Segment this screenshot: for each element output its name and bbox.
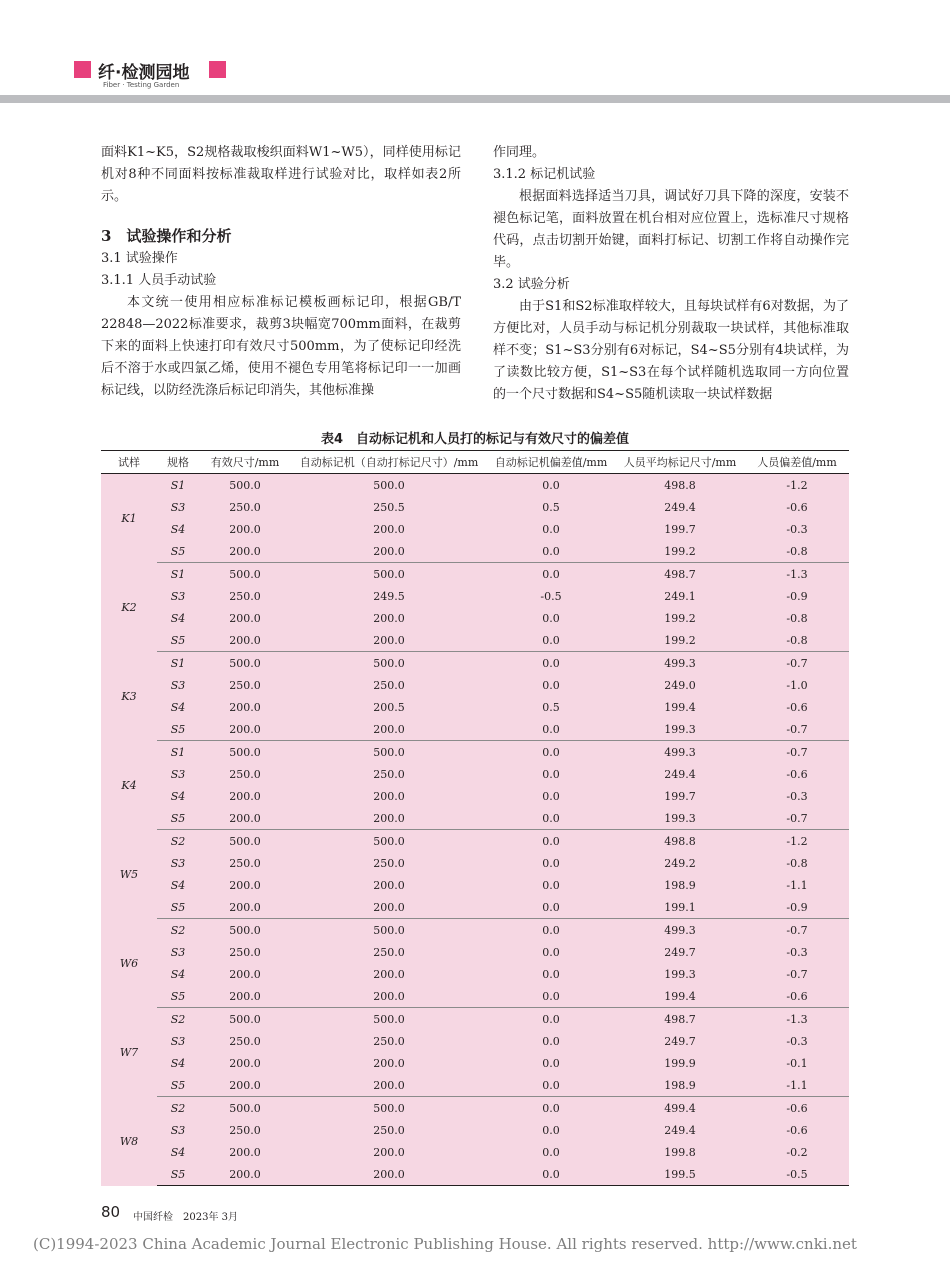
table-row xyxy=(101,941,849,963)
spec-cell: S4 xyxy=(170,522,186,536)
sample-cell: K1 xyxy=(121,511,137,525)
manual-size-cell: 199.2 xyxy=(615,629,745,652)
effective-size-cell: 200.0 xyxy=(199,629,291,652)
machine-deviation-cell: 0.0 xyxy=(487,985,615,1008)
spec-cell: S3 xyxy=(170,945,186,959)
machine-deviation-cell: 0.0 xyxy=(542,767,560,781)
table-title: 表4 自动标记机和人员打的标记与有效尺寸的偏差值 xyxy=(320,432,630,447)
machine-deviation-cell: 0.0 xyxy=(542,611,560,625)
machine-deviation-cell: 0.5 xyxy=(542,500,560,514)
table-row xyxy=(101,830,849,853)
machine-deviation-cell: 0.0 xyxy=(542,1012,560,1026)
manual-deviation-cell: -0.6 xyxy=(786,700,808,714)
manual-size-cell: 249.0 xyxy=(664,678,696,692)
machine-deviation-cell: 0.0 xyxy=(542,656,560,670)
table-row xyxy=(101,696,849,718)
header-title: 纤·检测园地 xyxy=(98,63,190,83)
col-header-manual-deviation: 人员偏差值/mm xyxy=(745,451,849,474)
effective-size-cell: 250.0 xyxy=(229,767,261,781)
effective-size-cell: 200.0 xyxy=(199,985,291,1008)
manual-size-cell: 199.5 xyxy=(615,1163,745,1186)
manual-deviation-cell: -1.2 xyxy=(786,478,808,492)
machine-size-cell: 200.0 xyxy=(291,1074,487,1097)
continued-paragraph: 作同理。 xyxy=(493,145,546,160)
manual-size-cell: 199.3 xyxy=(615,807,745,830)
manual-size-cell: 498.8 xyxy=(664,834,696,848)
left-column xyxy=(101,142,461,402)
machine-size-cell: 500.0 xyxy=(373,1101,405,1115)
machine-size-cell: 249.5 xyxy=(373,589,405,603)
effective-size-cell: 500.0 xyxy=(229,1012,261,1026)
table-row xyxy=(101,1163,849,1186)
manual-size-cell: 498.8 xyxy=(664,478,696,492)
manual-deviation-cell: -0.6 xyxy=(745,985,849,1008)
effective-size-cell: 500.0 xyxy=(229,567,261,581)
manual-deviation-cell: -1.1 xyxy=(745,1074,849,1097)
table-row xyxy=(101,741,849,764)
machine-size-cell: 200.0 xyxy=(373,1056,405,1070)
machine-size-cell: 200.0 xyxy=(291,807,487,830)
machine-deviation-cell: 0.0 xyxy=(542,856,560,870)
machine-deviation-cell: 0.0 xyxy=(487,718,615,741)
spec-cell: S3 xyxy=(170,767,186,781)
spec-cell: S4 xyxy=(170,789,186,803)
machine-size-cell: 250.0 xyxy=(373,856,405,870)
spec-cell: S3 xyxy=(170,1123,186,1137)
machine-deviation-cell: 0.0 xyxy=(487,540,615,563)
manual-deviation-cell: -0.8 xyxy=(786,611,808,625)
manual-size-cell: 498.7 xyxy=(664,567,696,581)
manual-deviation-cell: -0.8 xyxy=(786,856,808,870)
table-row xyxy=(101,763,849,785)
effective-size-cell: 200.0 xyxy=(199,718,291,741)
subsection-heading-3-1-1: 3.1.1 人员手动试验 xyxy=(101,273,217,288)
manual-deviation-cell: -1.3 xyxy=(786,567,808,581)
intro-paragraph: 面料K1~K5，S2规格裁取梭织面料W1~W5），同样使用标记机对8种不同面料按标准裁取样进行试验对比，取样如表2所示。 xyxy=(101,145,461,204)
analysis-paragraph: 由于S1和S2标准取样较大，且每块试样有6对数据，为了方便比对，人员手动与标记机分别裁取一块试样，其他标准取样不变；S1~S3分别有6对标记，S4~S5分别有4块试样，为了读数比较方便，S1~S3在每个试样随机选取同一方向位置的一个尺寸数据和S4~S5随机读取一块试样数据 xyxy=(493,299,849,402)
table-row xyxy=(101,1119,849,1141)
machine-size-cell: 200.0 xyxy=(291,1163,487,1186)
machine-size-cell: 200.0 xyxy=(291,629,487,652)
col-header-machine-size: 自动标记机（自动打标记尺寸）/mm xyxy=(291,451,487,474)
manual-size-cell: 249.4 xyxy=(664,1123,696,1137)
manual-deviation-cell: -1.3 xyxy=(786,1012,808,1026)
manual-deviation-cell: -1.2 xyxy=(786,834,808,848)
effective-size-cell: 200.0 xyxy=(199,1163,291,1186)
col-header-effective-size: 有效尺寸/mm xyxy=(199,451,291,474)
machine-size-cell: 200.0 xyxy=(291,540,487,563)
header-accent-square-left xyxy=(74,61,91,78)
manual-size-cell: 499.3 xyxy=(664,656,696,670)
machine-deviation-cell: 0.0 xyxy=(487,896,615,919)
machine-test-paragraph: 根据面料选择适当刀具，调试好刀具下降的深度，安装不褪色标记笔，面料放置在机台相对应位置上，选标准尺寸规格代码，点击切割开始键，面料打标记、切割工作将自动操作完毕。 xyxy=(493,189,849,270)
deviation-table xyxy=(101,450,849,1186)
spec-cell: S3 xyxy=(170,856,186,870)
effective-size-cell: 250.0 xyxy=(229,500,261,514)
spec-cell: S4 xyxy=(170,878,186,892)
spec-cell: S5 xyxy=(157,896,199,919)
manual-size-cell: 199.4 xyxy=(664,700,696,714)
manual-deviation-cell: -0.1 xyxy=(786,1056,808,1070)
effective-size-cell: 200.0 xyxy=(199,807,291,830)
effective-size-cell: 200.0 xyxy=(229,789,261,803)
spec-cell: S3 xyxy=(170,500,186,514)
manual-size-cell: 199.1 xyxy=(615,896,745,919)
table-row xyxy=(101,1052,849,1074)
spec-cell: S1 xyxy=(170,567,186,581)
manual-deviation-cell: -0.5 xyxy=(745,1163,849,1186)
effective-size-cell: 500.0 xyxy=(229,745,261,759)
machine-size-cell: 200.0 xyxy=(373,878,405,892)
manual-deviation-cell: -0.7 xyxy=(786,967,808,981)
manual-test-paragraph: 本文统一使用相应标准标记模板画标记印，根据GB/T 22848—2022标准要求，裁剪3块幅宽700mm面料，在裁剪下来的面料上快速打印有效尺寸500mm，为了使标记印经洗后不溶于水或四氯乙烯，使用不褪色专用笔将标记印一一加画标记线，以防经洗涤后标记印消失，其他标准操 xyxy=(101,295,461,398)
table-body xyxy=(101,474,849,1186)
machine-size-cell: 200.5 xyxy=(373,700,405,714)
table-row xyxy=(101,607,849,629)
manual-size-cell: 499.3 xyxy=(664,745,696,759)
machine-deviation-cell: 0.0 xyxy=(487,807,615,830)
effective-size-cell: 500.0 xyxy=(229,834,261,848)
manual-deviation-cell: -0.7 xyxy=(745,718,849,741)
spec-cell: S2 xyxy=(170,1101,186,1115)
machine-deviation-cell: 0.5 xyxy=(542,700,560,714)
sample-cell: W7 xyxy=(119,1045,139,1059)
machine-deviation-cell: 0.0 xyxy=(542,478,560,492)
spec-cell: S5 xyxy=(157,1074,199,1097)
manual-size-cell: 498.7 xyxy=(664,1012,696,1026)
manual-deviation-cell: -0.3 xyxy=(786,1034,808,1048)
effective-size-cell: 200.0 xyxy=(199,1074,291,1097)
manual-size-cell: 249.4 xyxy=(664,767,696,781)
table-header-row xyxy=(101,451,849,474)
machine-deviation-cell: 0.0 xyxy=(487,1074,615,1097)
table-row xyxy=(101,1030,849,1052)
spec-cell: S2 xyxy=(170,834,186,848)
machine-deviation-cell: 0.0 xyxy=(542,834,560,848)
effective-size-cell: 200.0 xyxy=(229,522,261,536)
machine-size-cell: 500.0 xyxy=(373,478,405,492)
page-number: 80 xyxy=(101,1203,121,1221)
machine-size-cell: 250.0 xyxy=(373,945,405,959)
manual-size-cell: 199.2 xyxy=(664,611,696,625)
spec-cell: S4 xyxy=(170,1145,186,1159)
manual-deviation-cell: -1.0 xyxy=(786,678,808,692)
subsection-heading-3-1: 3.1 试验操作 xyxy=(101,251,178,266)
manual-size-cell: 249.2 xyxy=(664,856,696,870)
machine-size-cell: 250.0 xyxy=(373,678,405,692)
manual-size-cell: 199.4 xyxy=(615,985,745,1008)
manual-deviation-cell: -0.6 xyxy=(786,500,808,514)
machine-deviation-cell: 0.0 xyxy=(542,878,560,892)
col-header-machine-deviation: 自动标记机偏差值/mm xyxy=(487,451,615,474)
spec-cell: S4 xyxy=(170,1056,186,1070)
table-row xyxy=(101,896,849,919)
spec-cell: S3 xyxy=(170,1034,186,1048)
right-column xyxy=(493,142,849,406)
effective-size-cell: 500.0 xyxy=(229,478,261,492)
col-header-spec: 规格 xyxy=(157,451,199,474)
manual-size-cell: 199.3 xyxy=(664,967,696,981)
spec-cell: S4 xyxy=(170,700,186,714)
effective-size-cell: 200.0 xyxy=(199,540,291,563)
effective-size-cell: 200.0 xyxy=(229,967,261,981)
manual-deviation-cell: -0.6 xyxy=(786,1123,808,1137)
machine-deviation-cell: 0.0 xyxy=(542,1145,560,1159)
manual-deviation-cell: -0.3 xyxy=(786,522,808,536)
col-header-sample: 试样 xyxy=(101,451,157,474)
manual-size-cell: 199.7 xyxy=(664,789,696,803)
manual-size-cell: 499.4 xyxy=(664,1101,696,1115)
table-row xyxy=(101,852,849,874)
effective-size-cell: 200.0 xyxy=(229,878,261,892)
header-rule xyxy=(0,95,950,103)
page-header xyxy=(0,0,950,104)
table-row xyxy=(101,474,849,497)
manual-size-cell: 198.9 xyxy=(615,1074,745,1097)
manual-deviation-cell: -0.3 xyxy=(786,945,808,959)
table-row xyxy=(101,585,849,607)
machine-size-cell: 250.0 xyxy=(373,767,405,781)
machine-size-cell: 500.0 xyxy=(373,567,405,581)
effective-size-cell: 500.0 xyxy=(229,1101,261,1115)
machine-deviation-cell: 0.0 xyxy=(542,967,560,981)
table-row xyxy=(101,963,849,985)
machine-deviation-cell: 0.0 xyxy=(487,629,615,652)
machine-deviation-cell: 0.0 xyxy=(542,789,560,803)
table-row xyxy=(101,1008,849,1031)
machine-deviation-cell: 0.0 xyxy=(487,1163,615,1186)
manual-size-cell: 499.3 xyxy=(664,923,696,937)
manual-size-cell: 199.8 xyxy=(664,1145,696,1159)
table-row xyxy=(101,540,849,563)
table-row xyxy=(101,807,849,830)
manual-deviation-cell: -0.7 xyxy=(786,923,808,937)
machine-size-cell: 200.0 xyxy=(291,718,487,741)
manual-deviation-cell: -0.2 xyxy=(786,1145,808,1159)
manual-deviation-cell: -0.8 xyxy=(745,540,849,563)
effective-size-cell: 200.0 xyxy=(229,700,261,714)
subsection-heading-3-2: 3.2 试验分析 xyxy=(493,277,570,292)
spec-cell: S5 xyxy=(157,540,199,563)
effective-size-cell: 250.0 xyxy=(229,856,261,870)
table-row xyxy=(101,674,849,696)
table-row xyxy=(101,652,849,675)
effective-size-cell: 250.0 xyxy=(229,945,261,959)
machine-deviation-cell: 0.0 xyxy=(542,1123,560,1137)
spec-cell: S3 xyxy=(170,589,186,603)
manual-deviation-cell: -0.3 xyxy=(786,789,808,803)
machine-size-cell: 200.0 xyxy=(373,789,405,803)
manual-size-cell: 249.4 xyxy=(664,500,696,514)
machine-deviation-cell: 0.0 xyxy=(542,945,560,959)
table-row xyxy=(101,985,849,1008)
manual-size-cell: 249.7 xyxy=(664,945,696,959)
effective-size-cell: 250.0 xyxy=(229,1123,261,1137)
table-row xyxy=(101,1074,849,1097)
manual-size-cell: 199.9 xyxy=(664,1056,696,1070)
machine-size-cell: 200.0 xyxy=(291,985,487,1008)
effective-size-cell: 250.0 xyxy=(229,1034,261,1048)
table-row xyxy=(101,874,849,896)
spec-cell: S2 xyxy=(170,1012,186,1026)
manual-deviation-cell: -0.8 xyxy=(745,629,849,652)
manual-deviation-cell: -0.7 xyxy=(745,807,849,830)
sample-cell: W8 xyxy=(119,1134,139,1148)
machine-size-cell: 200.0 xyxy=(373,967,405,981)
table-row xyxy=(101,718,849,741)
header-accent-square-right xyxy=(209,61,226,78)
spec-cell: S1 xyxy=(170,745,186,759)
header-subtitle: Fiber · Testing Garden xyxy=(103,81,180,89)
machine-deviation-cell: 0.0 xyxy=(542,567,560,581)
manual-size-cell: 249.1 xyxy=(664,589,696,603)
section-heading-3: 3 试验操作和分析 xyxy=(101,227,232,245)
machine-size-cell: 500.0 xyxy=(373,1012,405,1026)
manual-deviation-cell: -0.9 xyxy=(786,589,808,603)
spec-cell: S1 xyxy=(170,478,186,492)
manual-size-cell: 198.9 xyxy=(664,878,696,892)
sample-cell: K4 xyxy=(121,778,137,792)
table-row xyxy=(101,629,849,652)
machine-size-cell: 500.0 xyxy=(373,834,405,848)
col-header-manual-size: 人员平均标记尺寸/mm xyxy=(615,451,745,474)
footer-journal: 中国纤检 2023年 3月 xyxy=(133,1212,238,1223)
spec-cell: S3 xyxy=(170,678,186,692)
subsection-heading-3-1-2: 3.1.2 标记机试验 xyxy=(493,167,596,182)
effective-size-cell: 500.0 xyxy=(229,923,261,937)
machine-size-cell: 500.0 xyxy=(373,923,405,937)
machine-deviation-cell: 0.0 xyxy=(542,1034,560,1048)
machine-size-cell: 500.0 xyxy=(373,745,405,759)
machine-deviation-cell: 0.0 xyxy=(542,1056,560,1070)
table-row xyxy=(101,785,849,807)
machine-deviation-cell: 0.0 xyxy=(542,1101,560,1115)
manual-deviation-cell: -0.9 xyxy=(745,896,849,919)
machine-deviation-cell: 0.0 xyxy=(542,522,560,536)
sample-cell: W6 xyxy=(119,956,139,970)
copyright-notice: (C)1994-2023 China Academic Journal Electronic Publishing House. All rights reserved. http://www.cnki.net xyxy=(33,1235,857,1253)
table-row xyxy=(101,496,849,518)
effective-size-cell: 200.0 xyxy=(199,896,291,919)
machine-size-cell: 250.0 xyxy=(373,1034,405,1048)
table-row xyxy=(101,563,849,586)
machine-size-cell: 200.0 xyxy=(291,896,487,919)
manual-deviation-cell: -0.6 xyxy=(786,1101,808,1115)
spec-cell: S4 xyxy=(170,967,186,981)
spec-cell: S1 xyxy=(170,656,186,670)
manual-size-cell: 249.7 xyxy=(664,1034,696,1048)
effective-size-cell: 200.0 xyxy=(229,611,261,625)
spec-cell: S5 xyxy=(157,807,199,830)
machine-deviation-cell: 0.0 xyxy=(542,923,560,937)
manual-deviation-cell: -0.7 xyxy=(786,656,808,670)
manual-deviation-cell: -1.1 xyxy=(786,878,808,892)
manual-size-cell: 199.2 xyxy=(615,540,745,563)
machine-size-cell: 200.0 xyxy=(373,1145,405,1159)
manual-deviation-cell: -0.7 xyxy=(786,745,808,759)
machine-size-cell: 250.0 xyxy=(373,1123,405,1137)
effective-size-cell: 200.0 xyxy=(229,1056,261,1070)
machine-size-cell: 200.0 xyxy=(373,611,405,625)
manual-size-cell: 199.3 xyxy=(615,718,745,741)
spec-cell: S5 xyxy=(157,1163,199,1186)
table-row xyxy=(101,1141,849,1163)
effective-size-cell: 500.0 xyxy=(229,656,261,670)
machine-deviation-cell: -0.5 xyxy=(540,589,562,603)
spec-cell: S2 xyxy=(170,923,186,937)
effective-size-cell: 200.0 xyxy=(229,1145,261,1159)
table-row xyxy=(101,919,849,942)
machine-size-cell: 500.0 xyxy=(373,656,405,670)
manual-deviation-cell: -0.6 xyxy=(786,767,808,781)
manual-size-cell: 199.7 xyxy=(664,522,696,536)
table-row xyxy=(101,518,849,540)
machine-size-cell: 200.0 xyxy=(373,522,405,536)
spec-cell: S4 xyxy=(170,611,186,625)
spec-cell: S5 xyxy=(157,985,199,1008)
machine-deviation-cell: 0.0 xyxy=(542,745,560,759)
sample-cell: W5 xyxy=(119,867,139,881)
table-row xyxy=(101,1097,849,1120)
spec-cell: S5 xyxy=(157,718,199,741)
effective-size-cell: 250.0 xyxy=(229,589,261,603)
effective-size-cell: 250.0 xyxy=(229,678,261,692)
sample-cell: K2 xyxy=(121,600,137,614)
sample-cell: K3 xyxy=(121,689,137,703)
spec-cell: S5 xyxy=(157,629,199,652)
machine-size-cell: 250.5 xyxy=(373,500,405,514)
machine-deviation-cell: 0.0 xyxy=(542,678,560,692)
